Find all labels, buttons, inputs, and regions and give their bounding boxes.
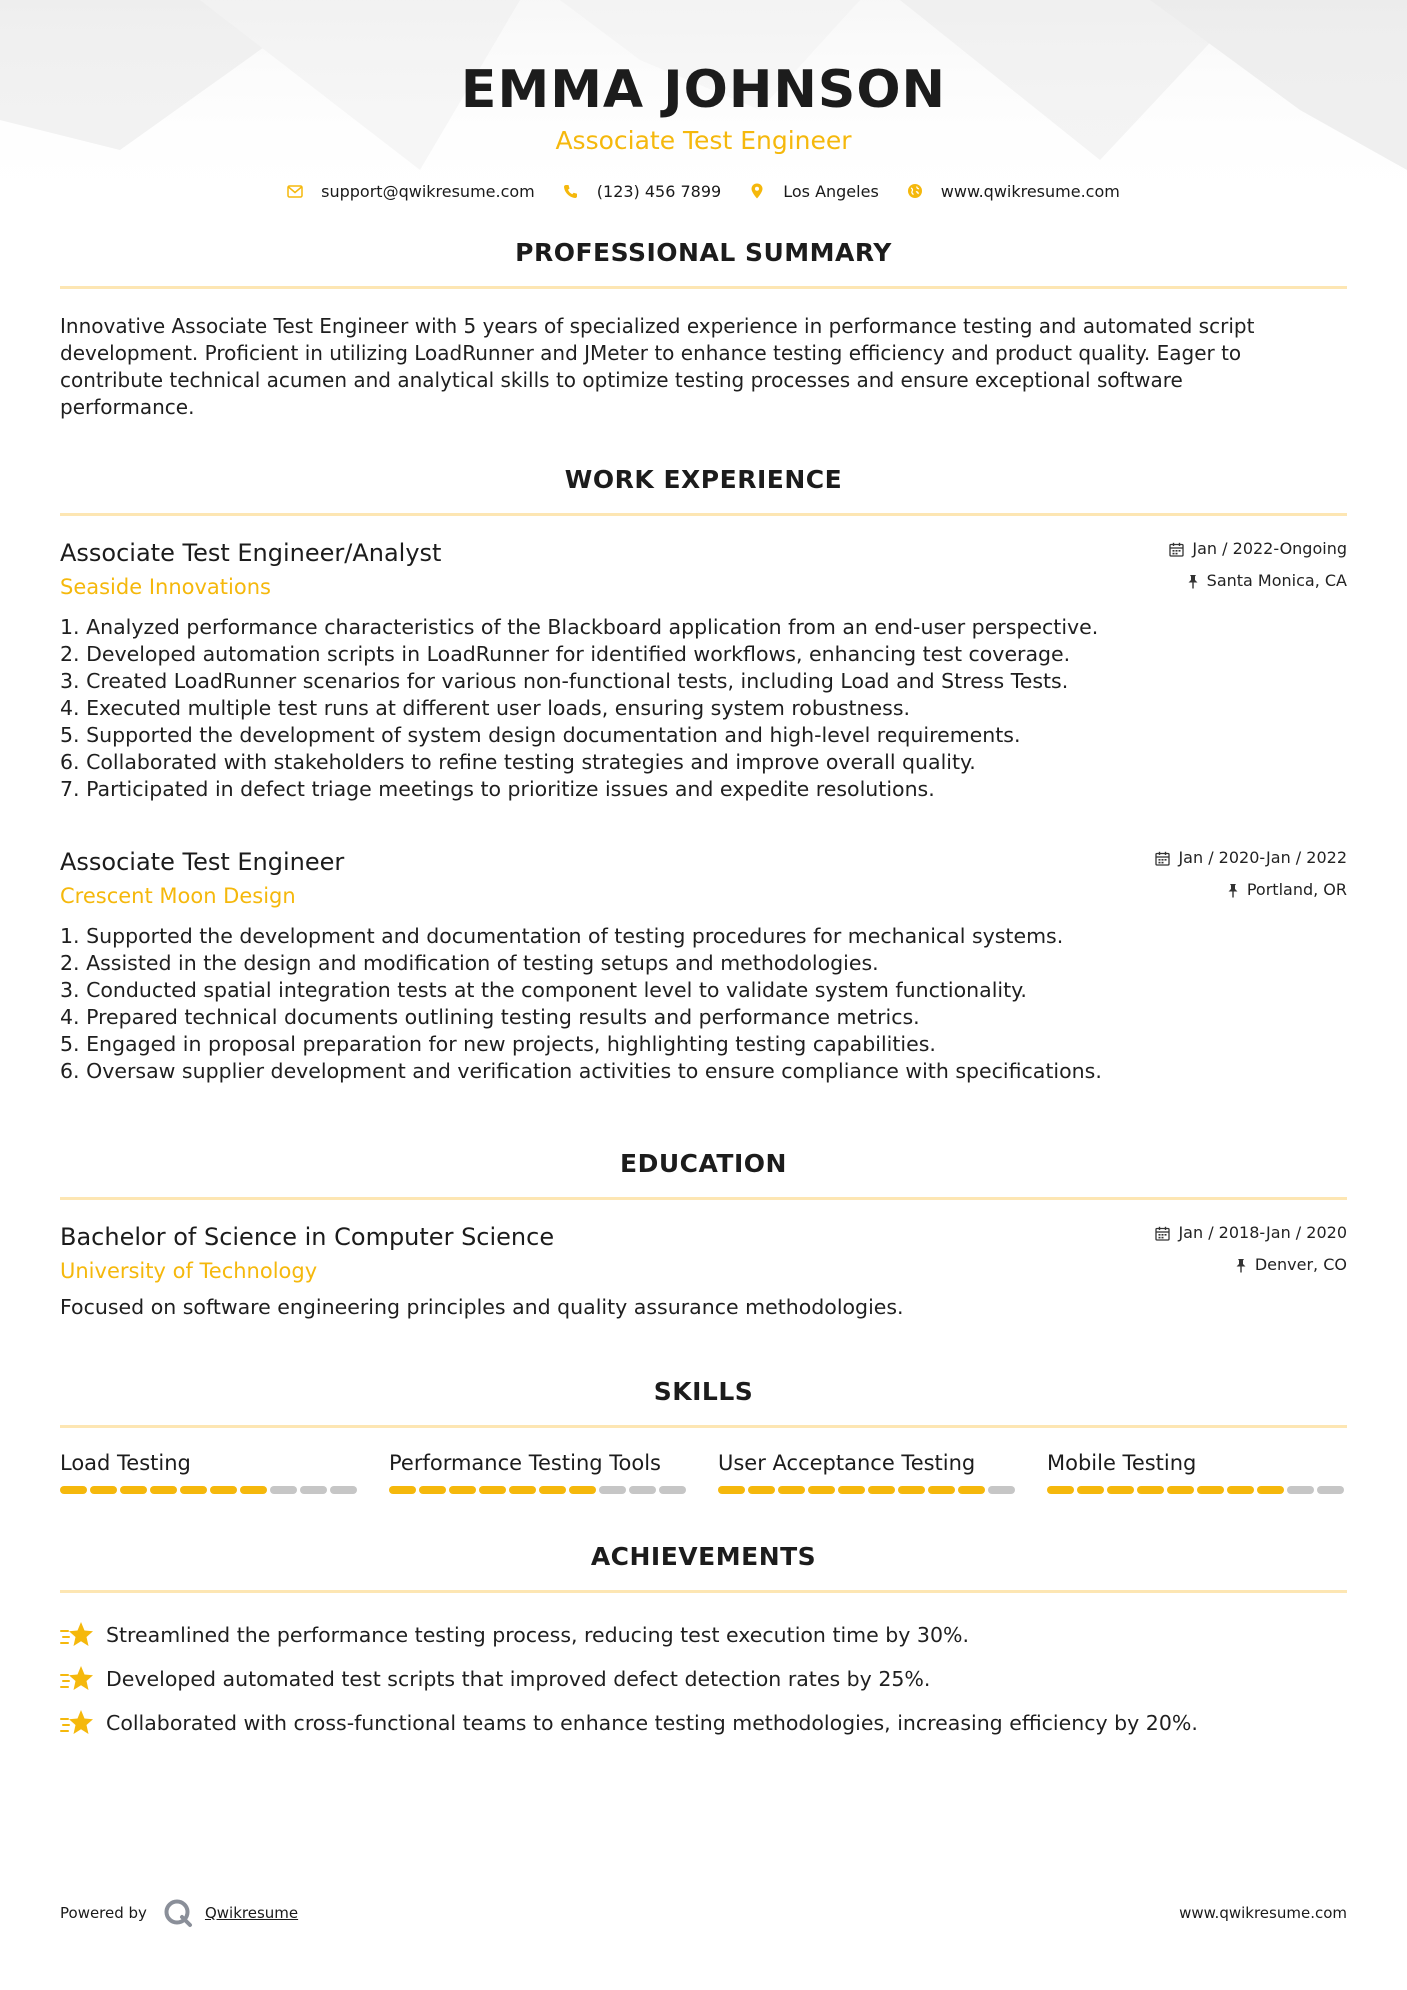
list-item: [60, 1613, 1347, 1657]
list-item: [60, 1701, 1347, 1745]
skill-dot-filled: [1107, 1486, 1134, 1494]
website-text: www.qwikresume.com: [940, 181, 1120, 201]
skill-dot-filled: [778, 1486, 805, 1494]
skill-dot-filled: [150, 1486, 177, 1494]
skill-dot-filled: [419, 1486, 446, 1494]
skill-dot-filled: [60, 1486, 87, 1494]
skill-dot-filled: [1077, 1486, 1104, 1494]
list-item: 5. Engaged in proposal preparation for new projects, highlighting testing capabilities.: [60, 1032, 936, 1056]
skill-dot-filled: [1167, 1486, 1194, 1494]
skill-dot-filled: [1137, 1486, 1164, 1494]
experience-heading: WORK EXPERIENCE: [564, 465, 843, 494]
skill-item: [718, 1450, 1018, 1494]
skill-dot-filled: [389, 1486, 416, 1494]
contact-bar: [60, 180, 1347, 202]
summary-heading: PROFESSIONAL SUMMARY: [515, 238, 892, 267]
list-item: 5. Supported the development of system design documentation and high-level requirements.: [60, 723, 1021, 747]
job-entry: [60, 847, 1347, 1085]
skill-dot-filled: [1227, 1486, 1254, 1494]
skill-dot-empty: [988, 1486, 1015, 1494]
skill-name: Performance Testing Tools: [389, 1451, 661, 1475]
star-icon: [60, 1664, 94, 1694]
education-entry: [60, 1222, 1347, 1321]
skill-dot-filled: [120, 1486, 147, 1494]
school-name: University of Technology: [60, 1259, 318, 1283]
qwikresume-logo-icon: [163, 1898, 193, 1928]
achievements-divider: [60, 1590, 1347, 1593]
summary-section: [60, 238, 1347, 421]
list-item: 1. Supported the development and documentation of testing procedures for mechanical systems.: [60, 924, 1064, 948]
powered-by-label: Powered by: [60, 1904, 147, 1922]
skill-dot-filled: [748, 1486, 775, 1494]
pushpin-icon: [1187, 574, 1199, 589]
skill-dot-filled: [928, 1486, 955, 1494]
skill-dot-empty: [599, 1486, 626, 1494]
achievement-text: Collaborated with cross-functional teams to enhance testing methodologies, increasing efficiency by 20%.: [106, 1711, 1198, 1735]
achievement-text: Developed automated test scripts that improved defect detection rates by 25%.: [106, 1667, 931, 1691]
location-text: Los Angeles: [783, 181, 879, 201]
skill-item: [1047, 1450, 1347, 1494]
list-item: 7. Participated in defect triage meetings to prioritize issues and expedite resolutions.: [60, 777, 935, 801]
job-dates: Jan / 2022-Ongoing: [1192, 539, 1347, 558]
summary-line: Innovative Associate Test Engineer with 5 years of specialized experience in performance testing and automated script: [60, 314, 1255, 338]
list-item: 1. Analyzed performance characteristics of the Blackboard application from an end-user perspective.: [60, 615, 1099, 639]
skill-dot-empty: [330, 1486, 357, 1494]
skill-dot-filled: [1197, 1486, 1224, 1494]
skill-dot-filled: [1047, 1486, 1074, 1494]
contact-location: [749, 182, 879, 201]
skill-name: Mobile Testing: [1047, 1451, 1197, 1475]
education-heading: EDUCATION: [620, 1149, 787, 1178]
job-entry: [60, 538, 1347, 803]
contact-website[interactable]: [907, 182, 1120, 201]
skills-heading: SKILLS: [653, 1377, 754, 1406]
skills-divider: [60, 1425, 1347, 1428]
skill-dot-filled: [808, 1486, 835, 1494]
phone-icon: [563, 183, 579, 199]
skill-dot-filled: [868, 1486, 895, 1494]
education-description: Focused on software engineering principles and quality assurance methodologies.: [60, 1295, 904, 1319]
skill-dot-filled: [958, 1486, 985, 1494]
summary-line: contribute technical acumen and analytical skills to optimize testing processes and ensure exceptional software: [60, 368, 1183, 392]
summary-line: performance.: [60, 395, 195, 419]
skill-item: [60, 1450, 360, 1494]
job-location: Portland, OR: [1246, 880, 1347, 899]
list-item: 6. Oversaw supplier development and verification activities to ensure compliance with specifications.: [60, 1059, 1102, 1083]
degree-title: Bachelor of Science in Computer Science: [60, 1223, 555, 1251]
skill-dot-filled: [539, 1486, 566, 1494]
skill-dot-filled: [838, 1486, 865, 1494]
skill-dot-filled: [210, 1486, 237, 1494]
job-bullet-list: [60, 923, 1347, 1085]
skill-dot-empty: [629, 1486, 656, 1494]
calendar-icon: [1155, 1226, 1170, 1241]
education-meta: [1155, 1222, 1347, 1276]
phone-text: (123) 456 7899: [596, 181, 722, 201]
skill-rating: [718, 1486, 1018, 1494]
skill-rating: [1047, 1486, 1347, 1494]
skill-dot-filled: [449, 1486, 476, 1494]
job-title: Associate Test Engineer: [60, 848, 345, 876]
job-meta: [1155, 847, 1347, 901]
skill-item: [389, 1450, 689, 1494]
star-icon: [60, 1620, 94, 1650]
skill-dot-filled: [479, 1486, 506, 1494]
skill-name: User Acceptance Testing: [718, 1451, 976, 1475]
skill-dot-filled: [898, 1486, 925, 1494]
skill-name: Load Testing: [60, 1451, 191, 1475]
list-item: 4. Prepared technical documents outlining testing results and performance metrics.: [60, 1005, 920, 1029]
brand-link[interactable]: Qwikresume: [204, 1904, 299, 1922]
candidate-role: Associate Test Engineer: [555, 126, 852, 155]
job-title: Associate Test Engineer/Analyst: [60, 539, 442, 567]
education-location: Denver, CO: [1254, 1255, 1347, 1274]
education-section: [60, 1149, 1347, 1321]
experience-divider: [60, 513, 1347, 516]
pushpin-icon: [1227, 883, 1239, 898]
summary-text: [60, 313, 1347, 421]
star-icon: [60, 1708, 94, 1738]
list-item: 2. Assisted in the design and modification of testing setups and methodologies.: [60, 951, 879, 975]
skill-dot-empty: [1317, 1486, 1344, 1494]
job-bullet-list: [60, 614, 1347, 803]
page-footer: [60, 1898, 1347, 1928]
envelope-icon: [287, 183, 303, 199]
skill-dot-empty: [1287, 1486, 1314, 1494]
skill-rating: [389, 1486, 689, 1494]
skill-dot-filled: [569, 1486, 596, 1494]
achievements-list: [60, 1613, 1347, 1745]
skill-dot-filled: [509, 1486, 536, 1494]
powered-by: [60, 1898, 298, 1928]
experience-section: [60, 465, 1347, 1085]
skill-dot-filled: [1257, 1486, 1284, 1494]
list-item: 3. Created LoadRunner scenarios for various non-functional tests, including Load and Stress Tests.: [60, 669, 1069, 693]
skill-dot-filled: [180, 1486, 207, 1494]
list-item: [60, 1657, 1347, 1701]
company-name: Crescent Moon Design: [60, 884, 296, 908]
summary-divider: [60, 286, 1347, 289]
skill-dot-filled: [240, 1486, 267, 1494]
calendar-icon: [1155, 851, 1170, 866]
list-item: 2. Developed automation scripts in LoadRunner for identified workflows, enhancing test coverage.: [60, 642, 1071, 666]
globe-icon: [907, 183, 923, 199]
email-text: support@qwikresume.com: [321, 181, 535, 201]
contact-phone[interactable]: [563, 182, 721, 201]
skill-dot-empty: [300, 1486, 327, 1494]
job-dates: Jan / 2020-Jan / 2022: [1178, 848, 1347, 867]
calendar-icon: [1169, 542, 1184, 557]
location-pin-icon: [749, 183, 765, 199]
job-location: Santa Monica, CA: [1206, 571, 1347, 590]
pushpin-icon: [1235, 1258, 1247, 1273]
education-dates: Jan / 2018-Jan / 2020: [1178, 1223, 1347, 1242]
skill-dot-filled: [718, 1486, 745, 1494]
skill-dot-filled: [90, 1486, 117, 1494]
contact-email[interactable]: [287, 182, 535, 201]
company-name: Seaside Innovations: [60, 575, 271, 599]
achievement-text: Streamlined the performance testing process, reducing test execution time by 30%.: [106, 1623, 970, 1647]
skills-list: [60, 1450, 1347, 1494]
achievements-heading: ACHIEVEMENTS: [590, 1542, 817, 1571]
summary-line: development. Proficient in utilizing LoadRunner and JMeter to enhance testing efficiency and product quality. Eager to: [60, 341, 1242, 365]
list-item: 4. Executed multiple test runs at different user loads, ensuring system robustness.: [60, 696, 911, 720]
list-item: 3. Conducted spatial integration tests at the component level to validate system functionality.: [60, 978, 1027, 1002]
job-meta: [1169, 538, 1347, 592]
skill-dot-empty: [270, 1486, 297, 1494]
footer-website-link[interactable]: www.qwikresume.com: [1179, 1904, 1347, 1922]
achievements-section: [60, 1542, 1347, 1745]
list-item: 6. Collaborated with stakeholders to refine testing strategies and improve overall quality.: [60, 750, 976, 774]
skill-dot-empty: [659, 1486, 686, 1494]
skill-rating: [60, 1486, 360, 1494]
candidate-name: EMMA JOHNSON: [460, 60, 947, 120]
education-divider: [60, 1197, 1347, 1200]
skills-section: [60, 1377, 1347, 1494]
